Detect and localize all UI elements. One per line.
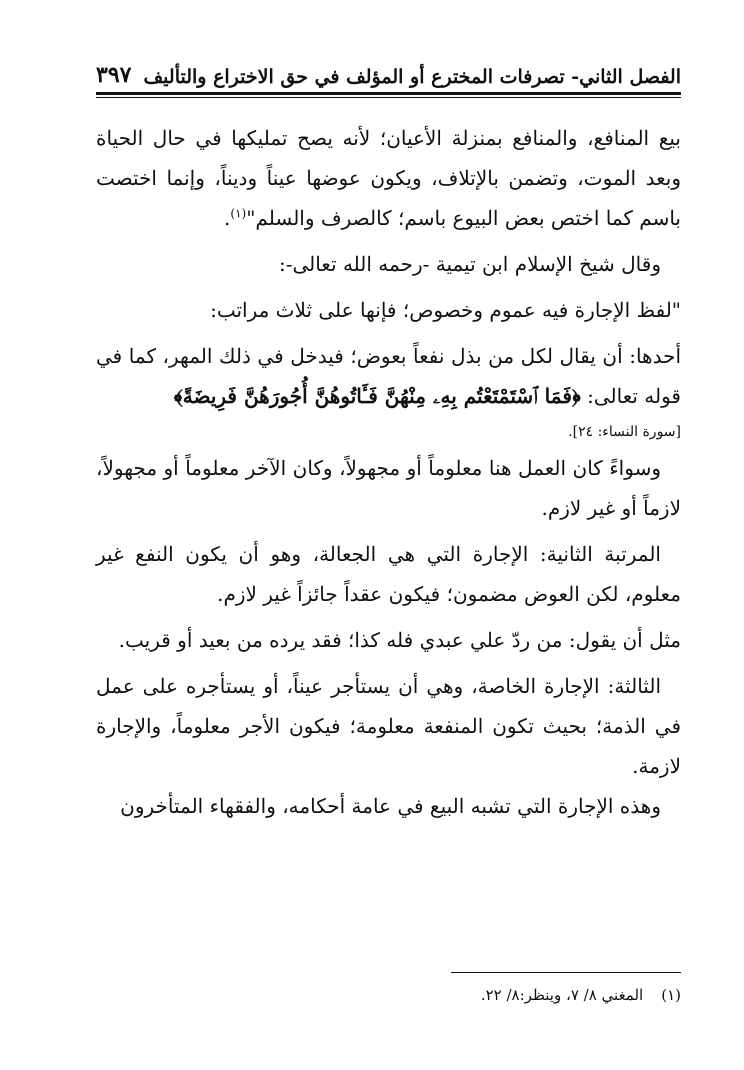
- paragraph: بيع المنافع، والمنافع بمنزلة الأعيان؛ لأنه يصح تمليكها في حال الحياة وبعد الموت، وتضمن بالإتلاف، ويكون عوضها عيناً وديناً، وإنما اختصت باسم كما اختص بعض البيوع باسم؛ كالصرف والسلم"$^{(١)}$.: [96, 126, 682, 230]
- paragraph: "لفظ الإجارة فيه عموم وخصوص؛ فإنها على ثلاث مراتب:: [210, 298, 681, 322]
- paragraph: وقال شيخ الإسلام ابن تيمية -رحمه الله تعالى-:: [279, 252, 661, 276]
- footnote-number: (١): [661, 986, 681, 1004]
- footnote-divider: [451, 972, 681, 973]
- quran-verse: ﴿فَمَا ٱسْتَمْتَعْتُم بِهِۦ مِنْهُنَّ فَـَٔاتُوهُنَّ أُجُورَهُنَّ فَرِيضَةً﴾: [173, 384, 581, 408]
- footnote: [96, 986, 681, 1004]
- document-page: [96, 40, 681, 1040]
- paragraph: الثالثة: الإجارة الخاصة، وهي أن يستأجر عيناً، أو يستأجره على عمل في الذمة؛ بحيث تكون المنفعة معلومة؛ فيكون الأجر معلوماً، والإجارة لازمة.: [96, 674, 681, 778]
- paragraph: المرتبة الثانية: الإجارة التي هي الجعالة، وهو أن يكون النفع غير معلوم، لكن العوض مضمون؛ فيكون عقداً جائزاً غير لازم.: [96, 542, 681, 606]
- paragraph: مثل أن يقول: من ردّ علي عبدي فله كذا؛ فقد يرده من بعيد أو قريب.: [118, 628, 681, 652]
- chapter-title: الفصل الثاني- تصرفات المخترع أو المؤلف في حق الاختراع والتأليف: [143, 66, 681, 88]
- footnote-reference[interactable]: (١): [230, 206, 247, 221]
- header-divider: [96, 92, 681, 98]
- page-number: ٣٩٧: [96, 62, 132, 88]
- paragraph: وسواءً كان العمل هنا معلوماً أو مجهولاً، وكان الآخر معلوماً أو مجهولاً، لازماً أو غير لازم.: [96, 456, 681, 520]
- paragraph: أحدها: أن يقال لكل من بذل نفعاً بعوض؛ فيدخل في ذلك المهر، كما في قوله تعالى: ﴿فَمَا ٱسْتَمْتَعْتُم بِهِۦ مِنْهُنَّ فَـَٔاتُوهُنَّ أُجُورَهُنَّ فَرِيضَةً﴾: [96, 344, 681, 408]
- sura-reference: [سورة النساء: ٢٤].: [568, 424, 681, 440]
- footnote-text: المغني ٨/ ٧، وينظر:٨/ ٢٢.: [480, 986, 644, 1004]
- body-text: [96, 118, 681, 826]
- paragraph: وهذه الإجارة التي تشبه البيع في عامة أحكامه، والفقهاء المتأخرون: [120, 794, 661, 818]
- running-header: [96, 48, 681, 88]
